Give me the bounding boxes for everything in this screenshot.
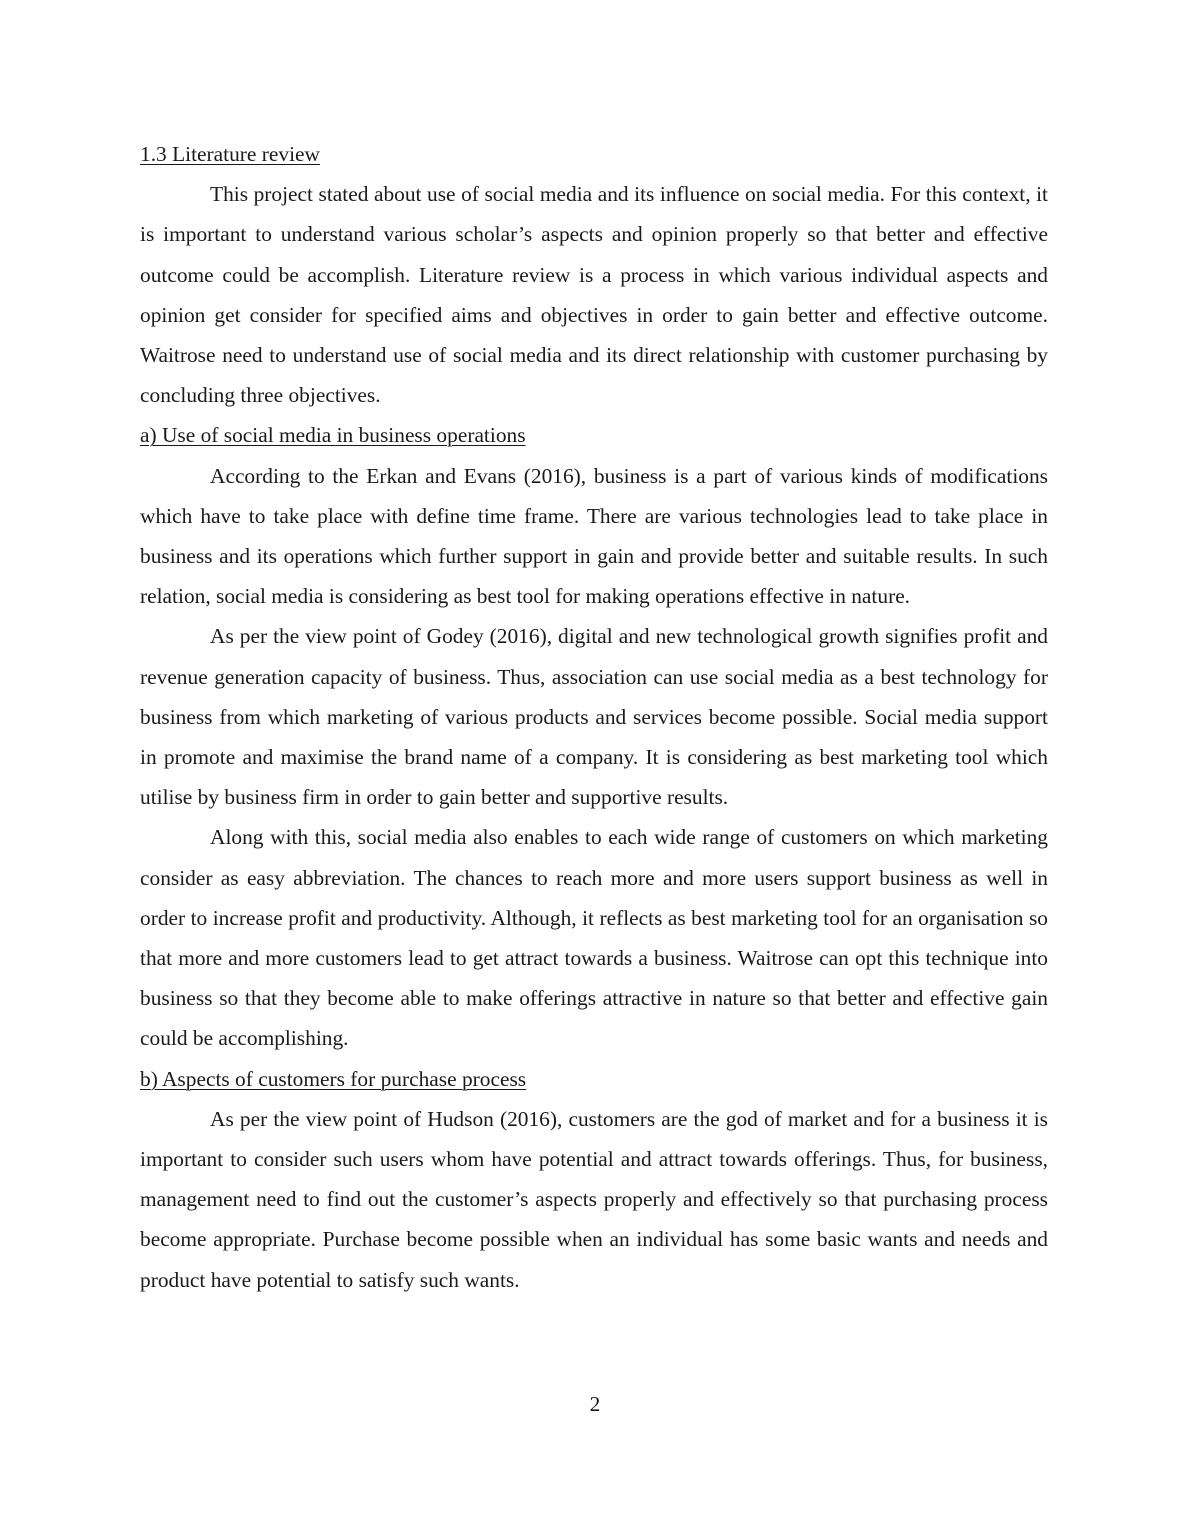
subsection-a-paragraph-2: As per the view point of Godey (2016), digital and new technological growth signifies profit and revenue generation capacity of business. Thus, association can use social media as a best technology for business from which marketing of various products and services become possible. Social media support in promote and maximise the brand name of a company. It is considering as best marketing tool which utilise by business firm in order to gain better and supportive results.: [140, 624, 1048, 810]
subsection-b-paragraph-1: As per the view point of Hudson (2016), customers are the god of market and for a business it is important to consider such users whom have potential and attract towards offerings. Thus, for business, management need to find out the customer’s aspects properly and effectively so that purchasing process become appropriate. Purchase become possible when an individual has some basic wants and needs and product have potential to satisfy such wants.: [140, 1106, 1048, 1292]
subsection-a-paragraph-1: According to the Erkan and Evans (2016), business is a part of various kinds of modifications which have to take place with define time frame. There are various technologies lead to take place in business and its operations which further support in gain and provide better and suitable results. In such relation, social media is considering as best tool for making operations effective in nature.: [140, 463, 1048, 609]
section-heading-literature-review: 1.3 Literature review: [140, 142, 320, 166]
intro-paragraph: This project stated about use of social media and its influence on social media. For this context, it is important to understand various scholar’s aspects and opinion properly so that better and effective outcome could be accomplish. Literature review is a process in which various individual aspects and opinion get consider for specified aims and objectives in order to gain better and effective outcome. Waitrose need to understand use of social media and its direct relationship with customer purchasing by concluding three objectives.: [140, 182, 1048, 408]
subsection-a-paragraph-3: Along with this, social media also enables to each wide range of customers on which marketing consider as easy abbreviation. The chances to reach more and more users support business as well in order to increase profit and productivity. Although, it reflects as best marketing tool for an organisation so that more and more customers lead to get attract towards a business. Waitrose can opt this technique into business so that they become able to make offerings attractive in nature so that better and effective gain could be accomplishing.: [140, 825, 1048, 1051]
subsection-heading-a: a) Use of social media in business operations: [140, 423, 526, 448]
document-body: [140, 134, 1048, 1300]
page-number: 2: [589, 1392, 601, 1416]
subsection-heading-b: b) Aspects of customers for purchase process: [140, 1066, 527, 1091]
